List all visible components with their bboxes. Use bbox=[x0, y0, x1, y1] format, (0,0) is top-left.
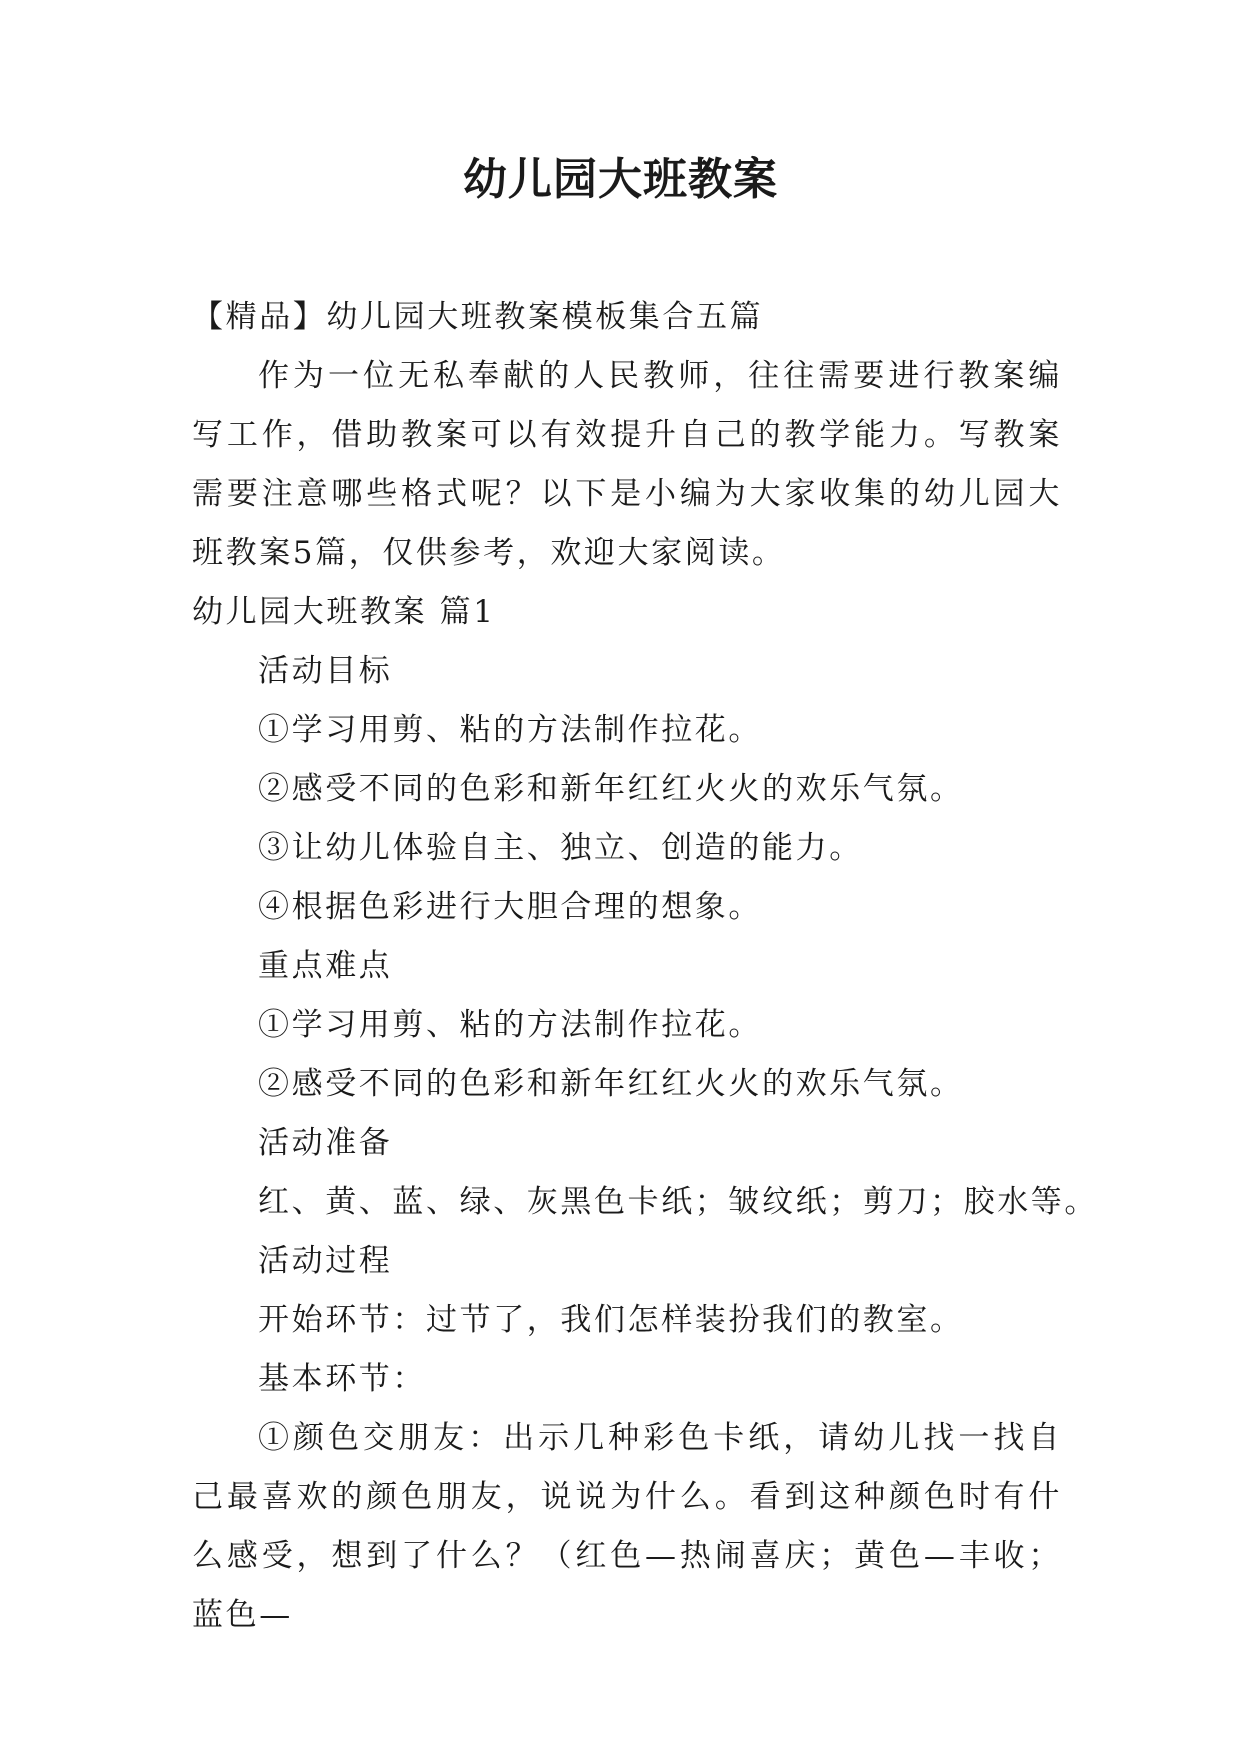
document-subtitle: 【精品】幼儿园大班教案模板集合五篇 bbox=[192, 299, 764, 335]
document-title: 幼儿园大班教案 bbox=[463, 154, 778, 205]
process-basic: 基本环节： bbox=[258, 1361, 426, 1397]
prep-text: 红、黄、蓝、绿、灰黑色卡纸；皱纹纸；剪刀；胶水等。 bbox=[258, 1184, 1098, 1220]
section-heading: 幼儿园大班教案 篇1 bbox=[192, 594, 496, 630]
goal-item: ①学习用剪、粘的方法制作拉花。 bbox=[258, 712, 762, 748]
key-point-item: ①学习用剪、粘的方法制作拉花。 bbox=[258, 1007, 762, 1043]
prep-heading: 活动准备 bbox=[258, 1125, 393, 1161]
intro-paragraph: 作为一位无私奉献的人民教师，往往需要进行教案编写工作，借助教案可以有效提升自己的教学能力。写教案需要注意哪些格式呢？以下是小编为大家收集的幼儿园大班教案5篇，仅供参考，欢迎大家阅读。 bbox=[192, 358, 1062, 571]
goal-item: ③让幼儿体验自主、独立、创造的能力。 bbox=[258, 830, 863, 866]
process-heading: 活动过程 bbox=[258, 1243, 393, 1279]
goals-heading: 活动目标 bbox=[258, 653, 393, 689]
process-step: ①颜色交朋友：出示几种彩色卡纸，请幼儿找一找自己最喜欢的颜色朋友，说说为什么。看到这种颜色时有什么感受，想到了什么？（红色—热闹喜庆；黄色—丰收；蓝色— bbox=[192, 1420, 1062, 1633]
process-start: 开始环节：过节了，我们怎样装扮我们的教室。 bbox=[258, 1302, 964, 1338]
key-point-item: ②感受不同的色彩和新年红红火火的欢乐气氛。 bbox=[258, 1066, 964, 1102]
goal-item: ②感受不同的色彩和新年红红火火的欢乐气氛。 bbox=[258, 771, 964, 807]
key-points-heading: 重点难点 bbox=[258, 948, 393, 984]
goal-item: ④根据色彩进行大胆合理的想象。 bbox=[258, 889, 762, 925]
document-body bbox=[192, 288, 1098, 1645]
